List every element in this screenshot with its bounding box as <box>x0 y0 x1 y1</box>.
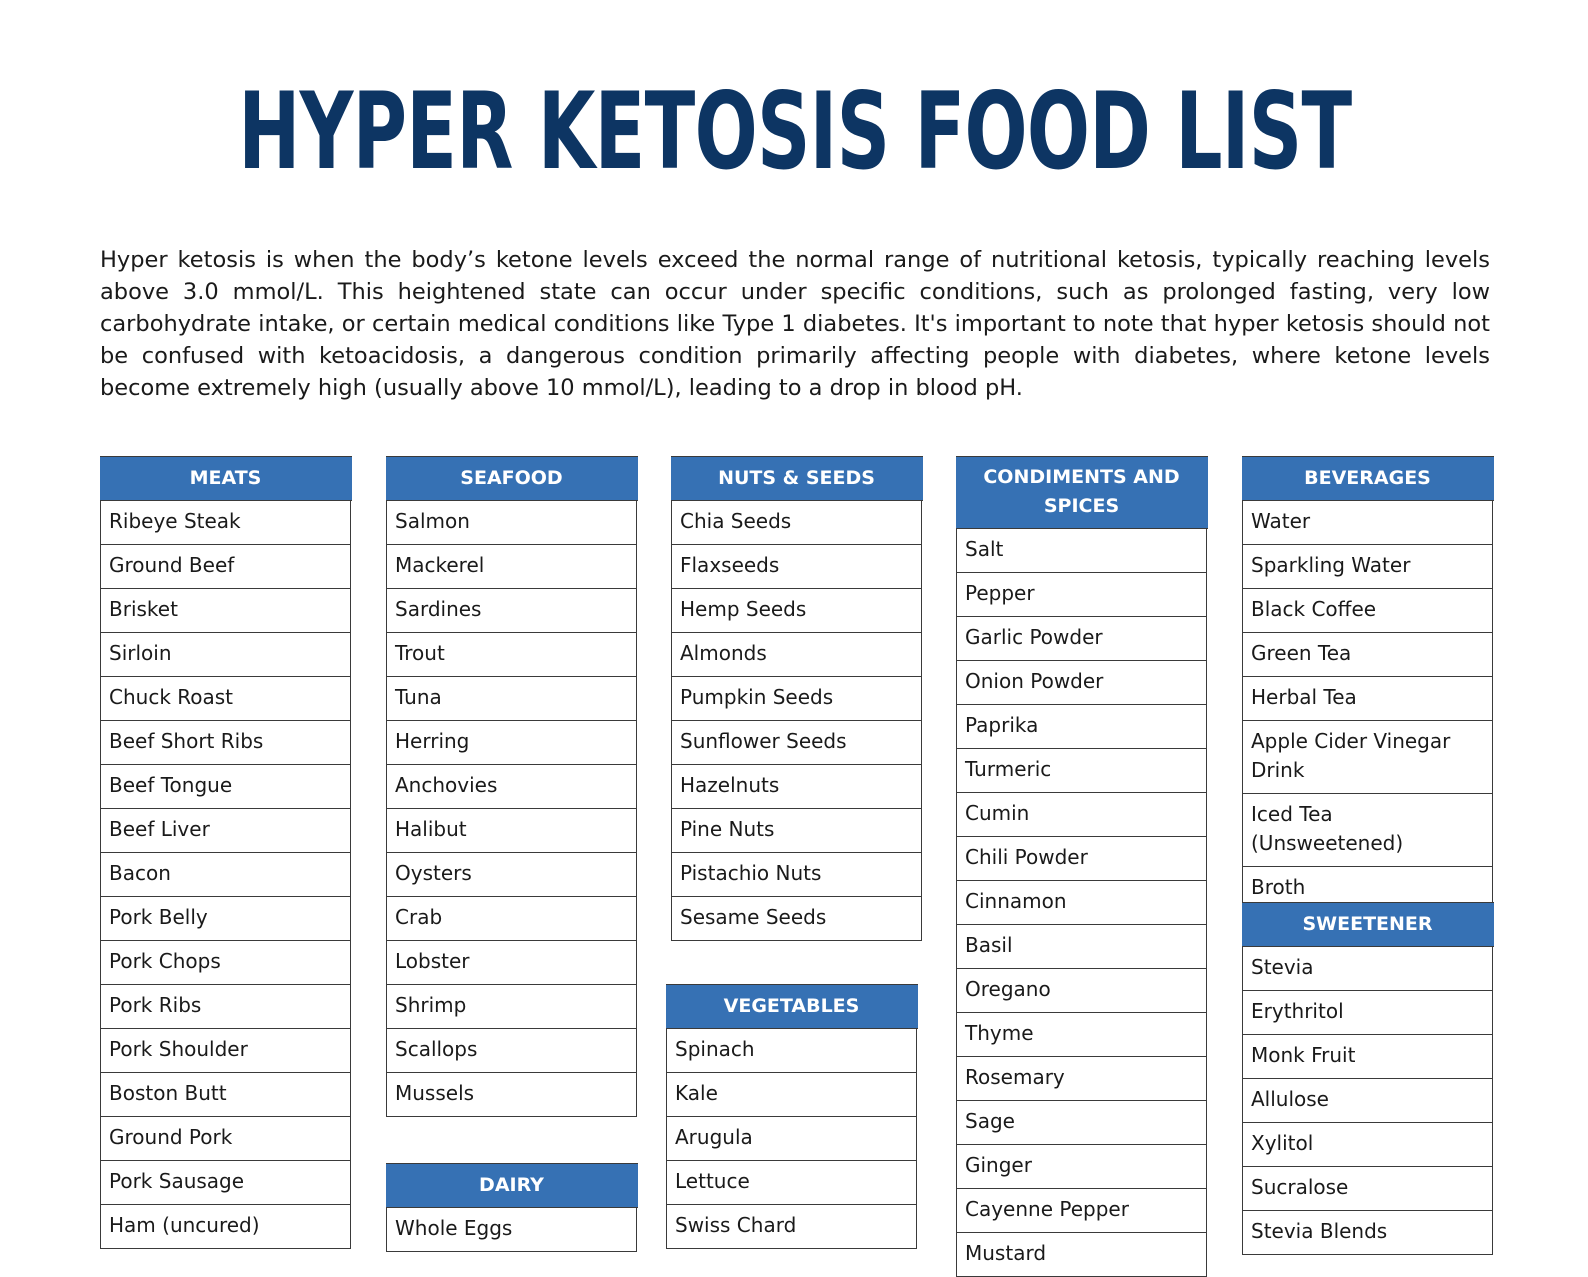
list-item: Monk Fruit <box>1243 1035 1492 1079</box>
seafood-list <box>387 501 636 1117</box>
list-item: Boston Butt <box>101 1073 350 1117</box>
beverages-list <box>1243 501 1492 911</box>
list-item: Beef Short Ribs <box>101 721 350 765</box>
list-item: Ground Beef <box>101 545 350 589</box>
list-item: Ribeye Steak <box>101 501 350 545</box>
list-item: Pumpkin Seeds <box>672 677 921 721</box>
dairy-table <box>386 1163 637 1252</box>
list-item: Turmeric <box>957 749 1206 793</box>
list-item: Kale <box>667 1073 916 1117</box>
list-item: Ground Pork <box>101 1117 350 1161</box>
list-item: Stevia <box>1243 947 1492 991</box>
vegetables-header: VEGETABLES <box>666 984 918 1029</box>
list-item: Pine Nuts <box>672 809 921 853</box>
list-item: Mussels <box>387 1073 636 1117</box>
nuts-seeds-header: NUTS & SEEDS <box>671 456 923 501</box>
list-item: Chia Seeds <box>672 501 921 545</box>
list-item: Sirloin <box>101 633 350 677</box>
list-item: Sparkling Water <box>1243 545 1492 589</box>
nuts-seeds-table <box>671 456 922 941</box>
list-item: Pork Ribs <box>101 985 350 1029</box>
meats-list <box>101 501 350 1249</box>
list-item: Cayenne Pepper <box>957 1189 1206 1233</box>
list-item: Halibut <box>387 809 636 853</box>
list-item: Beef Tongue <box>101 765 350 809</box>
list-item: Pepper <box>957 573 1206 617</box>
list-item: Basil <box>957 925 1206 969</box>
vegetables-list <box>667 1029 916 1249</box>
list-item: Shrimp <box>387 985 636 1029</box>
list-item: Brisket <box>101 589 350 633</box>
list-item: Sesame Seeds <box>672 897 921 941</box>
list-item: Garlic Powder <box>957 617 1206 661</box>
list-item: Crab <box>387 897 636 941</box>
list-item: Pork Sausage <box>101 1161 350 1205</box>
list-item: Thyme <box>957 1013 1206 1057</box>
list-item: Paprika <box>957 705 1206 749</box>
sweetener-header: SWEETENER <box>1242 902 1494 947</box>
meats-table <box>100 456 351 1249</box>
list-item: Water <box>1243 501 1492 545</box>
list-item: Pork Shoulder <box>101 1029 350 1073</box>
beverages-header: BEVERAGES <box>1242 456 1494 501</box>
condiments-table <box>956 456 1207 1277</box>
list-item: Spinach <box>667 1029 916 1073</box>
condiments-list <box>957 529 1206 1277</box>
list-item: Pork Belly <box>101 897 350 941</box>
list-item: Salmon <box>387 501 636 545</box>
list-item: Scallops <box>387 1029 636 1073</box>
list-item: Erythritol <box>1243 991 1492 1035</box>
list-item: Whole Eggs <box>387 1208 636 1252</box>
list-item: Flaxseeds <box>672 545 921 589</box>
list-item: Cumin <box>957 793 1206 837</box>
condiments-header: CONDIMENTS AND SPICES <box>956 456 1208 529</box>
dairy-header: DAIRY <box>386 1163 638 1208</box>
list-item: Beef Liver <box>101 809 350 853</box>
list-item: Rosemary <box>957 1057 1206 1101</box>
list-item: Onion Powder <box>957 661 1206 705</box>
list-item: Ham (uncured) <box>101 1205 350 1249</box>
list-item: Black Coffee <box>1243 589 1492 633</box>
list-item: Arugula <box>667 1117 916 1161</box>
list-item: Tuna <box>387 677 636 721</box>
list-item: Almonds <box>672 633 921 677</box>
list-item: Pork Chops <box>101 941 350 985</box>
list-item: Trout <box>387 633 636 677</box>
list-item: Lettuce <box>667 1161 916 1205</box>
list-item: Chili Powder <box>957 837 1206 881</box>
beverages-table <box>1242 456 1493 911</box>
list-item: Ginger <box>957 1145 1206 1189</box>
list-item: Lobster <box>387 941 636 985</box>
seafood-table <box>386 456 637 1117</box>
seafood-header: SEAFOOD <box>386 456 638 501</box>
list-item: Herbal Tea <box>1243 677 1492 721</box>
list-item: Herring <box>387 721 636 765</box>
list-item: Bacon <box>101 853 350 897</box>
sweetener-list <box>1243 947 1492 1255</box>
list-item: Green Tea <box>1243 633 1492 677</box>
list-item: Stevia Blends <box>1243 1211 1492 1255</box>
list-item: Salt <box>957 529 1206 573</box>
list-item: Sardines <box>387 589 636 633</box>
list-item: Hazelnuts <box>672 765 921 809</box>
list-item: Sucralose <box>1243 1167 1492 1211</box>
meats-header: MEATS <box>100 456 352 501</box>
list-item: Apple Cider Vinegar Drink <box>1243 721 1492 794</box>
list-item: Cinnamon <box>957 881 1206 925</box>
page-title: HYPER KETOSIS FOOD LIST <box>238 70 1352 193</box>
vegetables-table <box>666 984 917 1249</box>
nuts-seeds-list <box>672 501 921 941</box>
list-item: Xylitol <box>1243 1123 1492 1167</box>
list-item: Anchovies <box>387 765 636 809</box>
list-item: Sunflower Seeds <box>672 721 921 765</box>
list-item: Broth <box>1243 867 1492 911</box>
list-item: Mackerel <box>387 545 636 589</box>
list-item: Oysters <box>387 853 636 897</box>
sweetener-table <box>1242 902 1493 1255</box>
list-item: Mustard <box>957 1233 1206 1277</box>
intro-paragraph: Hyper ketosis is when the body’s ketone levels exceed the normal range of nutritional ketosis, typically reaching levels above 3.0 mmol/L. This heightened state can occur under specific conditions, such as prolonged fasting, very low carbohydrate intake, or certain medical conditions like Type 1 diabetes. It's important to note that hyper ketosis should not be confused with ketoacidosis, a dangerous condition primarily affecting people with diabetes, where ketone levels become extremely high (usually above 10 mmol/L), leading to a drop in blood pH. <box>100 247 1490 401</box>
list-item: Sage <box>957 1101 1206 1145</box>
list-item: Allulose <box>1243 1079 1492 1123</box>
dairy-list <box>387 1208 636 1252</box>
list-item: Iced Tea (Unsweetened) <box>1243 794 1492 867</box>
list-item: Oregano <box>957 969 1206 1013</box>
list-item: Swiss Chard <box>667 1205 916 1249</box>
list-item: Chuck Roast <box>101 677 350 721</box>
list-item: Pistachio Nuts <box>672 853 921 897</box>
list-item: Hemp Seeds <box>672 589 921 633</box>
